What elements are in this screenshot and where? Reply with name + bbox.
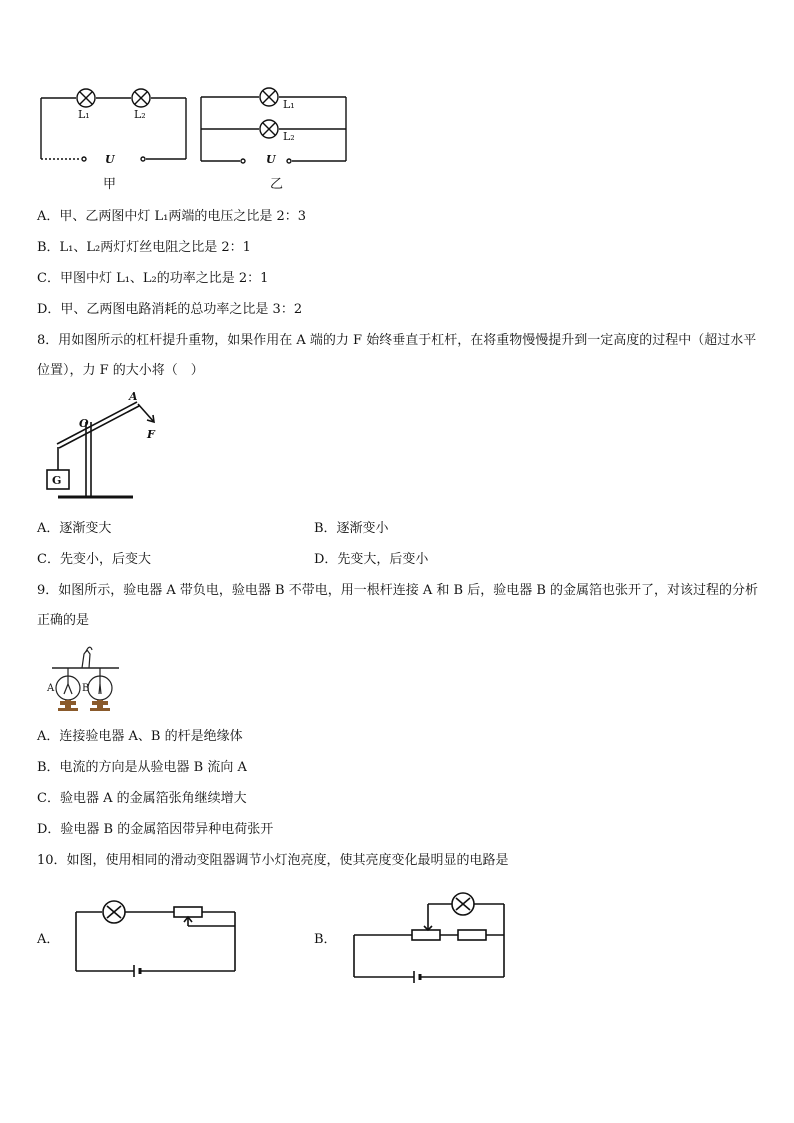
label-u-jia: U bbox=[105, 153, 115, 166]
q8-option-b: B．逐渐变小 bbox=[314, 521, 389, 536]
q9-option-d: D．验电器 B 的金属箔因带异种电荷张开 bbox=[37, 822, 274, 837]
circuit-option-a bbox=[72, 896, 242, 976]
label-u-yi: U bbox=[266, 153, 276, 166]
q10-option-a: A． bbox=[37, 932, 60, 947]
electroscope-label-b: B bbox=[82, 683, 90, 694]
q8-option-c: C．先变小，后变大 bbox=[37, 552, 151, 567]
lever-label-g: G bbox=[52, 474, 62, 487]
electroscope-label-a: A bbox=[47, 683, 55, 694]
lever-label-o: O bbox=[79, 417, 89, 430]
caption-jia: 甲 bbox=[103, 177, 117, 192]
label-l1-yi: L₁ bbox=[283, 98, 295, 111]
electroscope-figure bbox=[44, 644, 134, 714]
caption-yi: 乙 bbox=[270, 177, 284, 192]
q8-option-a: A．逐渐变大 bbox=[37, 521, 112, 536]
lever-label-a: A bbox=[129, 390, 138, 403]
lever-label-f: F bbox=[147, 428, 155, 441]
q10-option-b: B． bbox=[314, 932, 337, 947]
q7-option-c: C．甲图中灯 L₁、L₂的功率之比是 2：1 bbox=[37, 271, 269, 286]
q9-stem: 9．如图所示，验电器 A 带负电，验电器 B 不带电，用一根杆连接 A 和 B 后，验电器 B 的金属箔也张开了，对该过程的分析正确的是 bbox=[37, 583, 759, 628]
q9-option-c: C．验电器 A 的金属箔张角继续增大 bbox=[37, 791, 247, 806]
label-l2-yi: L₂ bbox=[283, 130, 295, 143]
label-l2-jia: L₂ bbox=[134, 108, 146, 121]
q8-stem: 8．用如图所示的杠杆提升重物，如果作用在 A 端的力 F 始终垂直于杠杆，在将重物慢慢提升到一定高度的过程中（超过水平位置），力 F 的大小将（ ） bbox=[37, 333, 757, 378]
q7-option-b: B．L₁、L₂两灯灯丝电阻之比是 2：1 bbox=[37, 240, 251, 255]
q9-option-b: B．电流的方向是从验电器 B 流向 A bbox=[37, 760, 247, 775]
lever-figure bbox=[40, 390, 160, 505]
q9-option-a: A．连接验电器 A、B 的杆是绝缘体 bbox=[37, 729, 243, 744]
q8-option-d: D．先变大，后变小 bbox=[314, 552, 429, 567]
q7-option-a: A．甲、乙两图中灯 L₁两端的电压之比是 2：3 bbox=[37, 209, 307, 224]
label-l1-jia: L₁ bbox=[78, 108, 90, 121]
q10-stem: 10．如图，使用相同的滑动变阻器调节小灯泡亮度，使其亮度变化最明显的电路是 bbox=[37, 853, 509, 868]
circuit-option-b bbox=[350, 892, 520, 982]
q7-option-d: D．甲、乙两图电路消耗的总功率之比是 3：2 bbox=[37, 302, 303, 317]
